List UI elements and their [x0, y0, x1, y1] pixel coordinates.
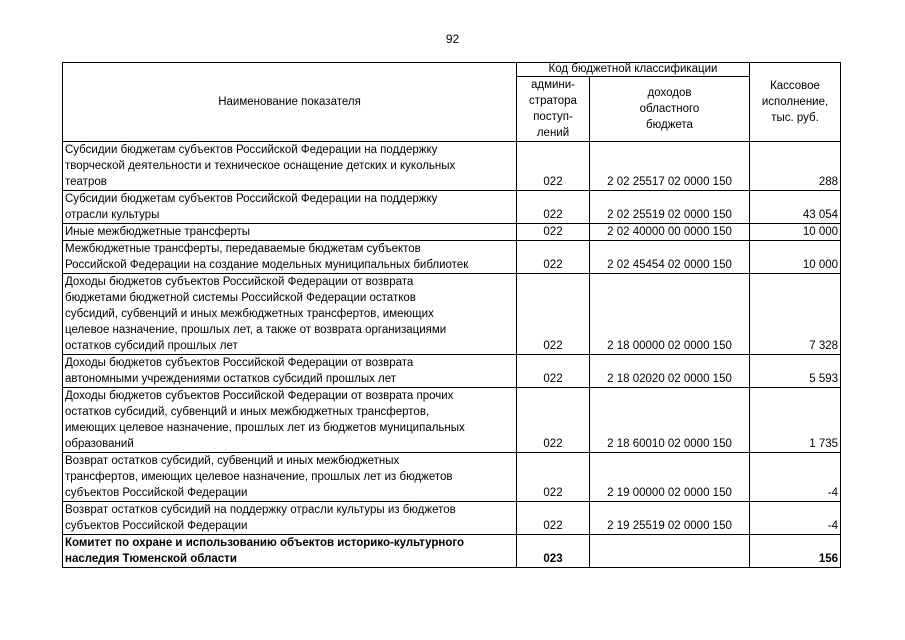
row-income-code: [590, 535, 750, 568]
header-code: [590, 77, 750, 142]
row-name-line: Субсидии бюджетам субъектов Российской Федерации на поддержку: [65, 144, 438, 156]
row-income-code: 2 18 00000 02 0000 150: [590, 274, 750, 355]
row-amount: 288: [750, 142, 841, 191]
row-name-line: Возврат остатков субсидий на поддержку отрасли культуры из бюджетов: [65, 504, 456, 516]
row-name-line: имеющих целевое назначение, прошлых лет из бюджетов муниципальных: [65, 422, 465, 434]
row-name-line: целевое назначение, прошлых лет, а также от возврата организациями: [65, 324, 447, 336]
table-row: [63, 502, 841, 535]
row-amount: 7 328: [750, 274, 841, 355]
row-name-line: Доходы бюджетов субъектов Российской Федерации от возврата: [65, 357, 414, 369]
budget-table: [62, 62, 841, 568]
table-body: [63, 142, 841, 568]
row-name-line: Российской Федерации на создание модельных муниципальных библиотек: [65, 259, 469, 271]
row-name-line: остатков субсидий прошлых лет: [65, 340, 238, 352]
row-name-line: Комитет по охране и использованию объектов историко-культурного: [65, 537, 465, 549]
row-admin-code: 022: [517, 388, 590, 453]
row-name-line: Иные межбюджетные трансферты: [65, 226, 251, 238]
header-row-1: [63, 63, 841, 77]
row-name-line: наследия Тюменской области: [65, 553, 237, 565]
row-name-line: Доходы бюджетов субъектов Российской Федерации от возврата: [65, 276, 414, 288]
row-name-line: Субсидии бюджетам субъектов Российской Федерации на поддержку: [65, 193, 438, 205]
table-row: [63, 274, 841, 355]
table-row: [63, 241, 841, 274]
row-amount: 156: [750, 535, 841, 568]
header-code-line: областного: [639, 103, 700, 115]
row-name-line: трансфертов, имеющих целевое назначение, прошлых лет из бюджетов: [65, 471, 453, 483]
row-name-cell: [63, 355, 517, 388]
row-name-line: субсидий, субвенций и иных межбюджетных трансфертов, имеющих: [65, 308, 434, 320]
header-amount-line: тыс. руб.: [771, 112, 819, 124]
row-income-code: 2 18 60010 02 0000 150: [590, 388, 750, 453]
row-name-line: субъектов Российской Федерации: [65, 520, 248, 532]
row-amount: 5 593: [750, 355, 841, 388]
table-row: [63, 355, 841, 388]
header-admin-line: стратора: [529, 95, 577, 107]
row-admin-code: 022: [517, 274, 590, 355]
row-name-line: Доходы бюджетов субъектов Российской Федерации от возврата прочих: [65, 390, 454, 402]
row-name-line: Межбюджетные трансферты, передаваемые бюджетам субъектов: [65, 243, 421, 255]
table-row: [63, 224, 841, 241]
row-name-cell: [63, 535, 517, 568]
row-admin-code: 023: [517, 535, 590, 568]
table-row: [63, 142, 841, 191]
row-amount: 10 000: [750, 224, 841, 241]
row-name-cell: [63, 142, 517, 191]
row-admin-code: 022: [517, 142, 590, 191]
table-row: [63, 388, 841, 453]
table-row: [63, 535, 841, 568]
row-name-line: театров: [65, 176, 107, 188]
header-amount: [750, 63, 841, 142]
header-classification-group: Код бюджетной классификации: [517, 63, 750, 77]
row-name-cell: [63, 191, 517, 224]
row-name-cell: [63, 502, 517, 535]
row-name-line: бюджетами бюджетной системы Российской Федерации остатков: [65, 292, 416, 304]
header-admin-line: поступ-: [533, 111, 573, 123]
row-name-line: автономными учреждениями остатков субсидий прошлых лет: [65, 373, 397, 385]
row-name-line: субъектов Российской Федерации: [65, 487, 248, 499]
row-income-code: 2 02 25517 02 0000 150: [590, 142, 750, 191]
row-name-line: творческой деятельности и техническое оснащение детских и кукольных: [65, 160, 456, 172]
row-name-cell: [63, 241, 517, 274]
row-admin-code: 022: [517, 355, 590, 388]
header-name: Наименование показателя: [63, 63, 517, 142]
row-amount: -4: [750, 453, 841, 502]
row-income-code: 2 02 25519 02 0000 150: [590, 191, 750, 224]
row-amount: 1 735: [750, 388, 841, 453]
header-amount-line: исполнение,: [761, 96, 829, 108]
row-amount: 10 000: [750, 241, 841, 274]
table-row: [63, 453, 841, 502]
row-amount: 43 054: [750, 191, 841, 224]
row-income-code: 2 02 45454 02 0000 150: [590, 241, 750, 274]
row-name-cell: [63, 388, 517, 453]
header-admin-line: лений: [536, 127, 570, 139]
row-income-code: 2 19 25519 02 0000 150: [590, 502, 750, 535]
row-name-cell: [63, 224, 517, 241]
row-name-cell: [63, 274, 517, 355]
table-row: [63, 191, 841, 224]
row-amount: -4: [750, 502, 841, 535]
row-admin-code: 022: [517, 224, 590, 241]
header-admin-line: админи-: [530, 79, 576, 91]
row-name-line: Возврат остатков субсидий, субвенций и иных межбюджетных: [65, 455, 400, 467]
row-name-line: отрасли культуры: [65, 209, 160, 221]
page-number: 92: [445, 32, 460, 46]
row-admin-code: 022: [517, 502, 590, 535]
header-code-line: доходов: [647, 87, 692, 99]
header-code-line: бюджета: [646, 119, 693, 131]
row-admin-code: 022: [517, 453, 590, 502]
row-income-code: 2 02 40000 00 0000 150: [590, 224, 750, 241]
row-admin-code: 022: [517, 191, 590, 224]
row-income-code: 2 18 02020 02 0000 150: [590, 355, 750, 388]
row-name-line: остатков субсидий, субвенций и иных межбюджетных трансфертов,: [65, 406, 430, 418]
header-amount-line: Кассовое: [770, 80, 820, 92]
header-admin: [517, 77, 590, 142]
row-name-line: образований: [65, 438, 134, 450]
row-name-cell: [63, 453, 517, 502]
row-income-code: 2 19 00000 02 0000 150: [590, 453, 750, 502]
row-admin-code: 022: [517, 241, 590, 274]
